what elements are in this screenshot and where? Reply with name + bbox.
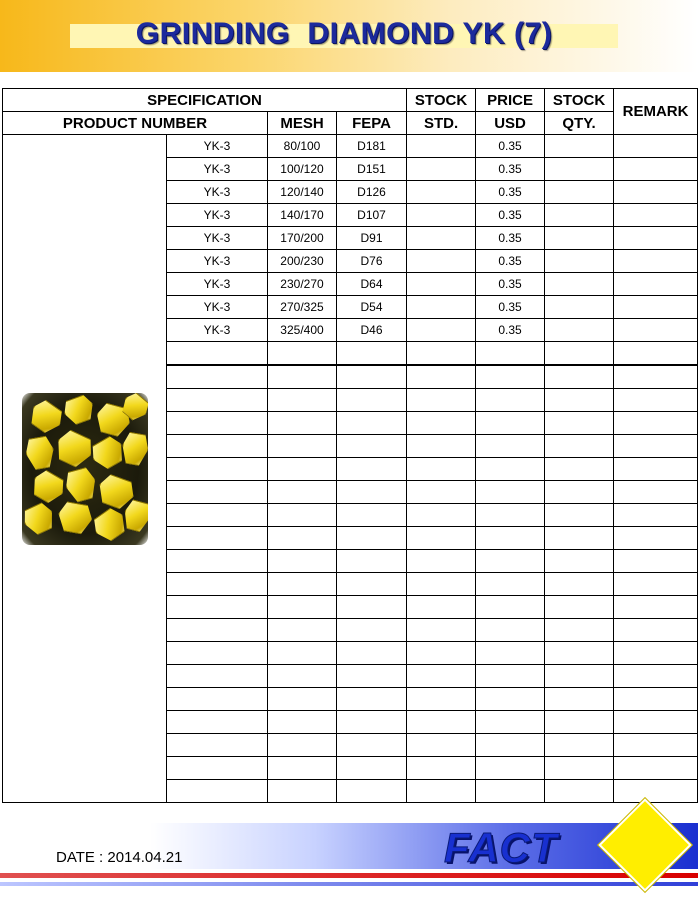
mesh-cell [268,550,337,573]
fact-logo: FACT [444,824,558,871]
product-number-cell [167,734,268,757]
price-cell [476,389,545,412]
diamond-crystal-shape [87,432,129,472]
stock-qty-cell [545,296,614,319]
stock-qty-cell [545,412,614,435]
mesh-header: MESH [268,112,337,135]
remark-cell [614,319,698,342]
specification-header: SPECIFICATION [3,89,407,112]
stock-std-cell [407,458,476,481]
document-date: DATE : 2014.04.21 [56,849,183,866]
stock-std-cell [407,550,476,573]
fepa-cell: D46 [337,319,407,342]
stock-qty-cell [545,527,614,550]
product-number-cell: YK-3 [167,250,268,273]
mesh-cell [268,481,337,504]
table-row [3,135,698,158]
product-number-cell [167,481,268,504]
fepa-cell: D54 [337,296,407,319]
price-cell: 0.35 [476,273,545,296]
price-cell [476,688,545,711]
stock-qty-cell [545,757,614,780]
product-number-cell [167,412,268,435]
diamond-crystal-shape [22,499,59,537]
product-number-cell [167,711,268,734]
product-number-cell [167,550,268,573]
product-number-cell [167,365,268,389]
remark-cell [614,757,698,780]
remark-cell [614,596,698,619]
remark-header: REMARK [614,89,698,135]
price-cell [476,412,545,435]
mesh-cell [268,619,337,642]
mesh-cell: 325/400 [268,319,337,342]
remark-cell [614,619,698,642]
stock-std-cell [407,780,476,803]
stock-qty-cell [545,181,614,204]
page-title: GRINDING DIAMOND YK (7) [135,17,553,50]
price-cell [476,435,545,458]
diamond-crystal-shape [23,434,56,470]
stock-std-cell [407,435,476,458]
price-cell [476,711,545,734]
diamond-crystal-shape [55,500,94,535]
price-header-bottom: USD [476,112,545,135]
price-cell [476,573,545,596]
price-cell [476,596,545,619]
remark-cell [614,273,698,296]
stock-qty-cell [545,273,614,296]
stock-std-header-top: STOCK [407,89,476,112]
fepa-cell [337,596,407,619]
mesh-cell [268,365,337,389]
product-number-cell [167,596,268,619]
price-cell [476,619,545,642]
fepa-cell [337,619,407,642]
product-number-cell [167,389,268,412]
stock-qty-cell [545,596,614,619]
stock-std-cell [407,573,476,596]
remark-cell [614,458,698,481]
stock-qty-cell [545,227,614,250]
stock-std-cell [407,757,476,780]
remark-cell [614,481,698,504]
stock-qty-cell [545,158,614,181]
diamond-crystal-shape [50,426,96,470]
stock-qty-cell [545,619,614,642]
product-number-cell [167,642,268,665]
diamond-crystal-shape [88,504,130,545]
remark-cell [614,642,698,665]
fepa-cell [337,389,407,412]
price-cell [476,481,545,504]
remark-cell [614,296,698,319]
product-number-cell: YK-3 [167,135,268,158]
product-number-cell [167,458,268,481]
remark-cell [614,227,698,250]
product-number-cell [167,665,268,688]
diamond-crystals-image [22,393,148,545]
product-number-cell: YK-3 [167,181,268,204]
fepa-cell [337,688,407,711]
stock-qty-cell [545,780,614,803]
stock-qty-cell [545,135,614,158]
stock-qty-cell [545,573,614,596]
price-cell [476,665,545,688]
product-number-cell: YK-3 [167,204,268,227]
price-cell [476,550,545,573]
diamond-crystal-shape [62,465,99,504]
stock-qty-cell [545,665,614,688]
fepa-cell [337,342,407,366]
fepa-cell [337,527,407,550]
stock-qty-cell [545,342,614,366]
price-cell: 0.35 [476,250,545,273]
fepa-cell: D76 [337,250,407,273]
diamond-crystal-shape [24,396,66,437]
fepa-cell [337,550,407,573]
mesh-cell [268,389,337,412]
stock-qty-cell [545,688,614,711]
product-number-cell [167,757,268,780]
stock-std-header-bottom: STD. [407,112,476,135]
mesh-cell [268,665,337,688]
remark-cell [614,135,698,158]
remark-cell [614,573,698,596]
price-cell: 0.35 [476,204,545,227]
diamond-crystal-shape [60,393,97,427]
mesh-cell [268,527,337,550]
mesh-cell: 80/100 [268,135,337,158]
stock-std-cell [407,319,476,342]
stock-std-cell [407,158,476,181]
price-cell [476,780,545,803]
remark-cell [614,389,698,412]
fepa-cell: D91 [337,227,407,250]
fepa-header: FEPA [337,112,407,135]
stock-std-cell [407,342,476,366]
price-cell: 0.35 [476,296,545,319]
stock-qty-header-bottom: QTY. [545,112,614,135]
mesh-cell: 120/140 [268,181,337,204]
product-number-header: PRODUCT NUMBER [3,112,268,135]
stock-qty-cell [545,711,614,734]
stock-qty-cell [545,550,614,573]
price-cell [476,734,545,757]
product-number-cell [167,688,268,711]
mesh-cell: 230/270 [268,273,337,296]
price-header-top: PRICE [476,89,545,112]
stock-qty-cell [545,481,614,504]
remark-cell [614,250,698,273]
stock-std-cell [407,527,476,550]
remark-cell [614,181,698,204]
stock-std-cell [407,711,476,734]
mesh-cell: 140/170 [268,204,337,227]
fepa-cell [337,757,407,780]
price-cell: 0.35 [476,227,545,250]
stock-std-cell [407,481,476,504]
mesh-cell [268,757,337,780]
price-cell: 0.35 [476,319,545,342]
remark-cell [614,688,698,711]
stock-std-cell [407,365,476,389]
price-cell [476,342,545,366]
remark-cell [614,365,698,389]
mesh-cell: 200/230 [268,250,337,273]
product-number-cell [167,504,268,527]
mesh-cell [268,504,337,527]
mesh-cell [268,412,337,435]
product-number-cell: YK-3 [167,273,268,296]
stock-qty-cell [545,504,614,527]
remark-cell [614,204,698,227]
diamond-crystal-shape [27,466,69,506]
fepa-cell [337,642,407,665]
stock-std-cell [407,734,476,757]
price-cell: 0.35 [476,158,545,181]
product-number-cell: YK-3 [167,227,268,250]
mesh-cell [268,642,337,665]
stock-qty-cell [545,642,614,665]
fepa-cell [337,711,407,734]
stock-std-cell [407,688,476,711]
stock-std-cell [407,389,476,412]
price-cell [476,757,545,780]
remark-cell [614,435,698,458]
remark-cell [614,342,698,366]
stock-std-cell [407,204,476,227]
stock-std-cell [407,619,476,642]
mesh-cell [268,688,337,711]
mesh-cell [268,435,337,458]
fepa-cell [337,780,407,803]
product-image-cell [3,135,167,803]
stock-qty-header-top: STOCK [545,89,614,112]
remark-cell [614,711,698,734]
fepa-cell [337,665,407,688]
mesh-cell: 270/325 [268,296,337,319]
mesh-cell [268,573,337,596]
fepa-cell [337,504,407,527]
footer-stripe-blue [0,882,698,886]
mesh-cell [268,734,337,757]
stock-std-cell [407,250,476,273]
remark-cell [614,412,698,435]
fepa-cell [337,481,407,504]
product-number-cell [167,342,268,366]
mesh-cell: 100/120 [268,158,337,181]
stock-std-cell [407,596,476,619]
remark-cell [614,780,698,803]
product-number-cell [167,527,268,550]
product-number-cell [167,435,268,458]
remark-cell [614,550,698,573]
product-number-cell [167,780,268,803]
fepa-cell: D64 [337,273,407,296]
price-cell [476,504,545,527]
footer-stripe-red [0,873,698,878]
remark-cell [614,504,698,527]
mesh-cell [268,780,337,803]
spec-table [2,88,698,803]
price-cell [476,365,545,389]
stock-std-cell [407,227,476,250]
fepa-cell [337,573,407,596]
fepa-cell [337,458,407,481]
price-cell: 0.35 [476,181,545,204]
header-band [0,0,698,72]
stock-std-cell [407,273,476,296]
fepa-cell: D126 [337,181,407,204]
mesh-cell [268,342,337,366]
remark-cell [614,665,698,688]
fepa-cell: D151 [337,158,407,181]
price-cell: 0.35 [476,135,545,158]
product-number-cell: YK-3 [167,319,268,342]
stock-std-cell [407,296,476,319]
mesh-cell [268,711,337,734]
stock-std-cell [407,642,476,665]
remark-cell [614,158,698,181]
price-cell [476,458,545,481]
fepa-cell [337,365,407,389]
fepa-cell: D181 [337,135,407,158]
stock-qty-cell [545,365,614,389]
product-number-cell [167,619,268,642]
mesh-cell [268,596,337,619]
stock-qty-cell [545,458,614,481]
remark-cell [614,734,698,757]
stock-qty-cell [545,435,614,458]
stock-std-cell [407,135,476,158]
remark-cell [614,527,698,550]
stock-std-cell [407,181,476,204]
stock-qty-cell [545,250,614,273]
stock-qty-cell [545,204,614,227]
product-number-cell: YK-3 [167,296,268,319]
fepa-cell: D107 [337,204,407,227]
diamond-crystal-shape [119,430,148,466]
price-cell [476,642,545,665]
fepa-cell [337,412,407,435]
stock-qty-cell [545,389,614,412]
stock-std-cell [407,504,476,527]
fepa-cell [337,435,407,458]
product-number-cell [167,573,268,596]
stock-qty-cell [545,319,614,342]
price-cell [476,527,545,550]
stock-std-cell [407,665,476,688]
product-number-cell: YK-3 [167,158,268,181]
fepa-cell [337,734,407,757]
mesh-cell [268,458,337,481]
stock-std-cell [407,412,476,435]
stock-qty-cell [545,734,614,757]
mesh-cell: 170/200 [268,227,337,250]
